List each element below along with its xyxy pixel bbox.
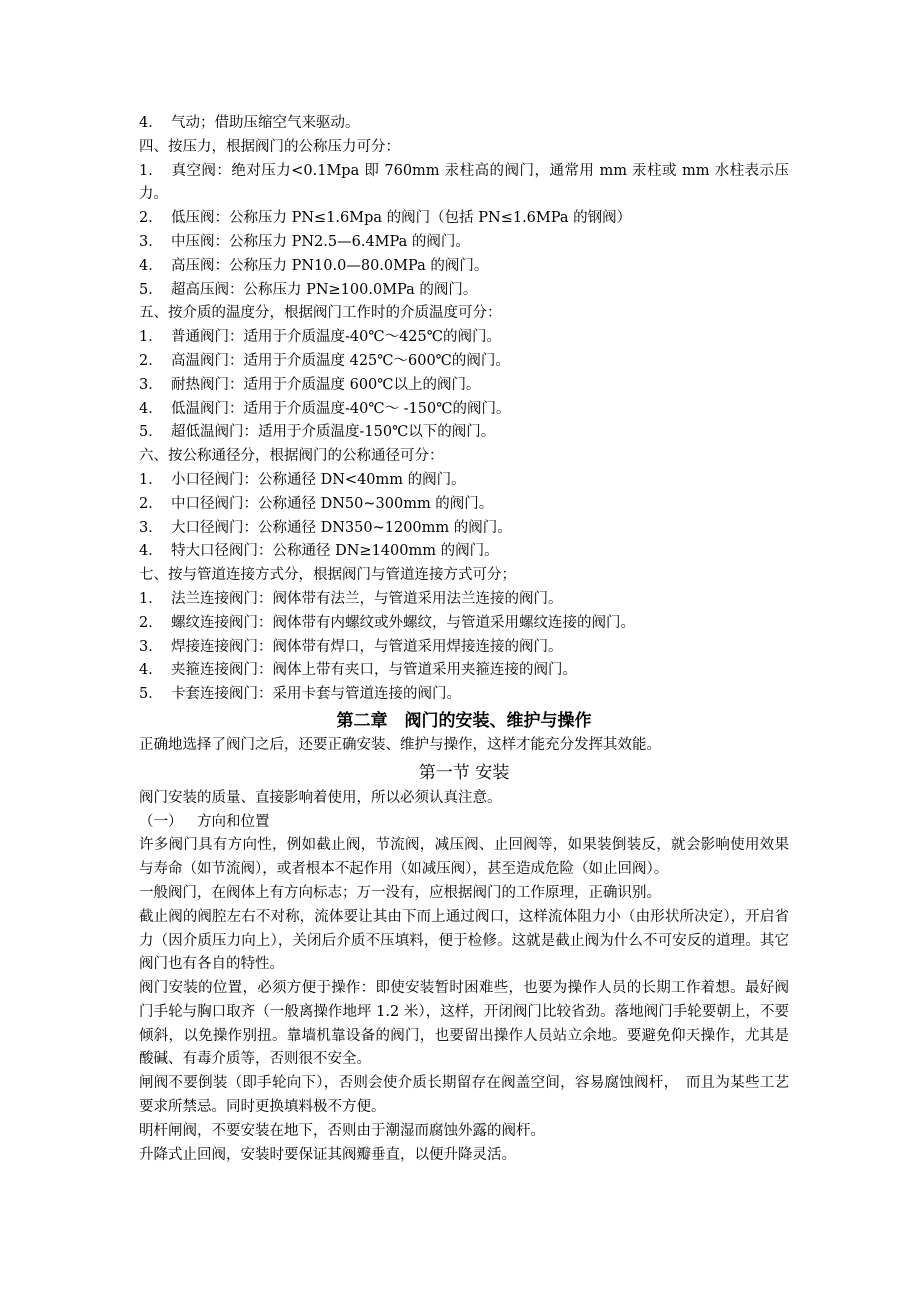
list-item: 5． 超高压阀：公称压力 PN≥100.0MPa 的阀门。: [139, 281, 478, 298]
paragraph: 截止阀的阀腔左右不对称，流体要让其由下而上通过阀口，这样流体阻力小（由形状所决定），开启省力（因介质压力向上），关闭后介质不压填料，便于检修。这就是截止阀为什么不可安反的道理。其它阀门也有各自的特性。: [139, 908, 789, 973]
list-item: 4． 高压阀：公称压力 PN10.0—80.0MPa 的阀门。: [139, 257, 489, 274]
paragraph: 闸阀不要倒装（即手轮向下），否则会使介质长期留存在阀盖空间，容易腐蚀阀杆， 而且为某些工艺要求所禁忌。同时更换填料极不方便。: [139, 1075, 789, 1116]
list-item: 5． 超低温阀门：适用于介质温度-150℃以下的阀门。: [139, 424, 496, 441]
list-item: 1． 小口径阀门：公称通径 DN<40mm 的阀门。: [139, 471, 466, 488]
list-item: 5． 卡套连接阀门：采用卡套与管道连接的阀门。: [139, 686, 461, 703]
list-item: 3． 中压阀：公称压力 PN2.5—6.4MPa 的阀门。: [139, 233, 470, 250]
section-intro: 阀门安装的质量、直接影响着使用，所以必须认真注意。: [139, 789, 502, 806]
list-item: 2． 螺纹连接阀门：阀体带有内螺纹或外螺纹，与管道采用螺纹连接的阀门。: [139, 614, 635, 631]
section-heading-connection: 七、按与管道连接方式分，根据阀门与管道连接方式可分；: [139, 567, 516, 584]
list-item: 3． 耐热阀门：适用于介质温度 600℃以上的阀门。: [139, 376, 481, 393]
section-heading-temperature: 五、按介质的温度分，根据阀门工作时的介质温度可分：: [139, 305, 502, 322]
section-heading-pressure: 四、按压力，根据阀门的公称压力可分：: [139, 138, 400, 155]
list-item: 1． 法兰连接阀门：阀体带有法兰，与管道采用法兰连接的阀门。: [139, 590, 563, 607]
list-item: 4． 低温阀门：适用于介质温度-40℃～ -150℃的阀门。: [139, 400, 511, 417]
chapter-intro: 正确地选择了阀门之后，还要正确安装、维护与操作，这样才能充分发挥其效能。: [139, 736, 661, 753]
list-item: 2． 中口径阀门：公称通径 DN50~300mm 的阀门。: [139, 495, 494, 512]
list-item: 3． 大口径阀门：公称通径 DN350~1200mm 的阀门。: [139, 519, 512, 536]
list-item: 4． 特大口径阀门：公称通径 DN≥1400mm 的阀门。: [139, 543, 499, 560]
list-item: 2． 低压阀：公称压力 PN≤1.6Mpa 的阀门（包括 PN≤1.6MPa 的钢阀）: [139, 210, 632, 227]
list-item: 3． 焊接连接阀门：阀体带有焊口，与管道采用焊接连接的阀门。: [139, 638, 563, 655]
paragraph: 阀门安装的位置，必须方便于操作：即使安装暂时困难些，也要为操作人员的长期工作着想。最好阀门手轮与胸口取齐（一般离操作地坪 1.2 米），这样，开闭阀门比较省劲。落地阀门手轮要朝上，不要倾斜，以免操作别扭。靠墙机靠设备的阀门，也要留出操作人员站立余地。要避免仰天操作，尤其是酸碱、有毒介质等，否则很不安全。: [139, 980, 789, 1068]
document-page: [139, 112, 789, 1167]
paragraph: 一般阀门，在阀体上有方向标志；万一没有，应根据阀门的工作原理，正确识别。: [139, 884, 661, 901]
paragraph: 升降式止回阀，安装时要保证其阀瓣垂直，以便升降灵活。: [139, 1146, 516, 1163]
section-heading-diameter: 六、按公称通径分，根据阀门的公称通径可分：: [139, 448, 444, 465]
list-item: 1． 普通阀门：适用于介质温度-40℃～425℃的阀门。: [139, 329, 501, 346]
list-item: 2． 高温阀门：适用于介质温度 425℃～600℃的阀门。: [139, 352, 510, 369]
list-item: 4． 夹箍连接阀门：阀体上带有夹口，与管道采用夹箍连接的阀门。: [139, 662, 577, 679]
section-title: 第一节 安装: [418, 762, 510, 783]
paragraph: 许多阀门具有方向性，例如截止阀，节流阀，减压阀、止回阀等，如果装倒装反，就会影响使用效果与寿命（如节流阀），或者根本不起作用（如减压阀），甚至造成危险（如止回阀）。: [139, 837, 789, 878]
list-item: 1． 真空阀：绝对压力<0.1Mpa 即 760mm 汞柱高的阀门，通常用 mm 汞柱或 mm 水柱表示压力。: [139, 162, 789, 203]
paragraph: 明杆闸阀，不要安装在地下，否则由于潮湿而腐蚀外露的阀杆。: [139, 1122, 545, 1139]
subsection-heading: （一） 方向和位置: [139, 813, 270, 830]
list-item: 4． 气动；借助压缩空气来驱动。: [139, 115, 360, 131]
chapter-title: 第二章 阀门的安装、维护与操作: [336, 710, 592, 731]
